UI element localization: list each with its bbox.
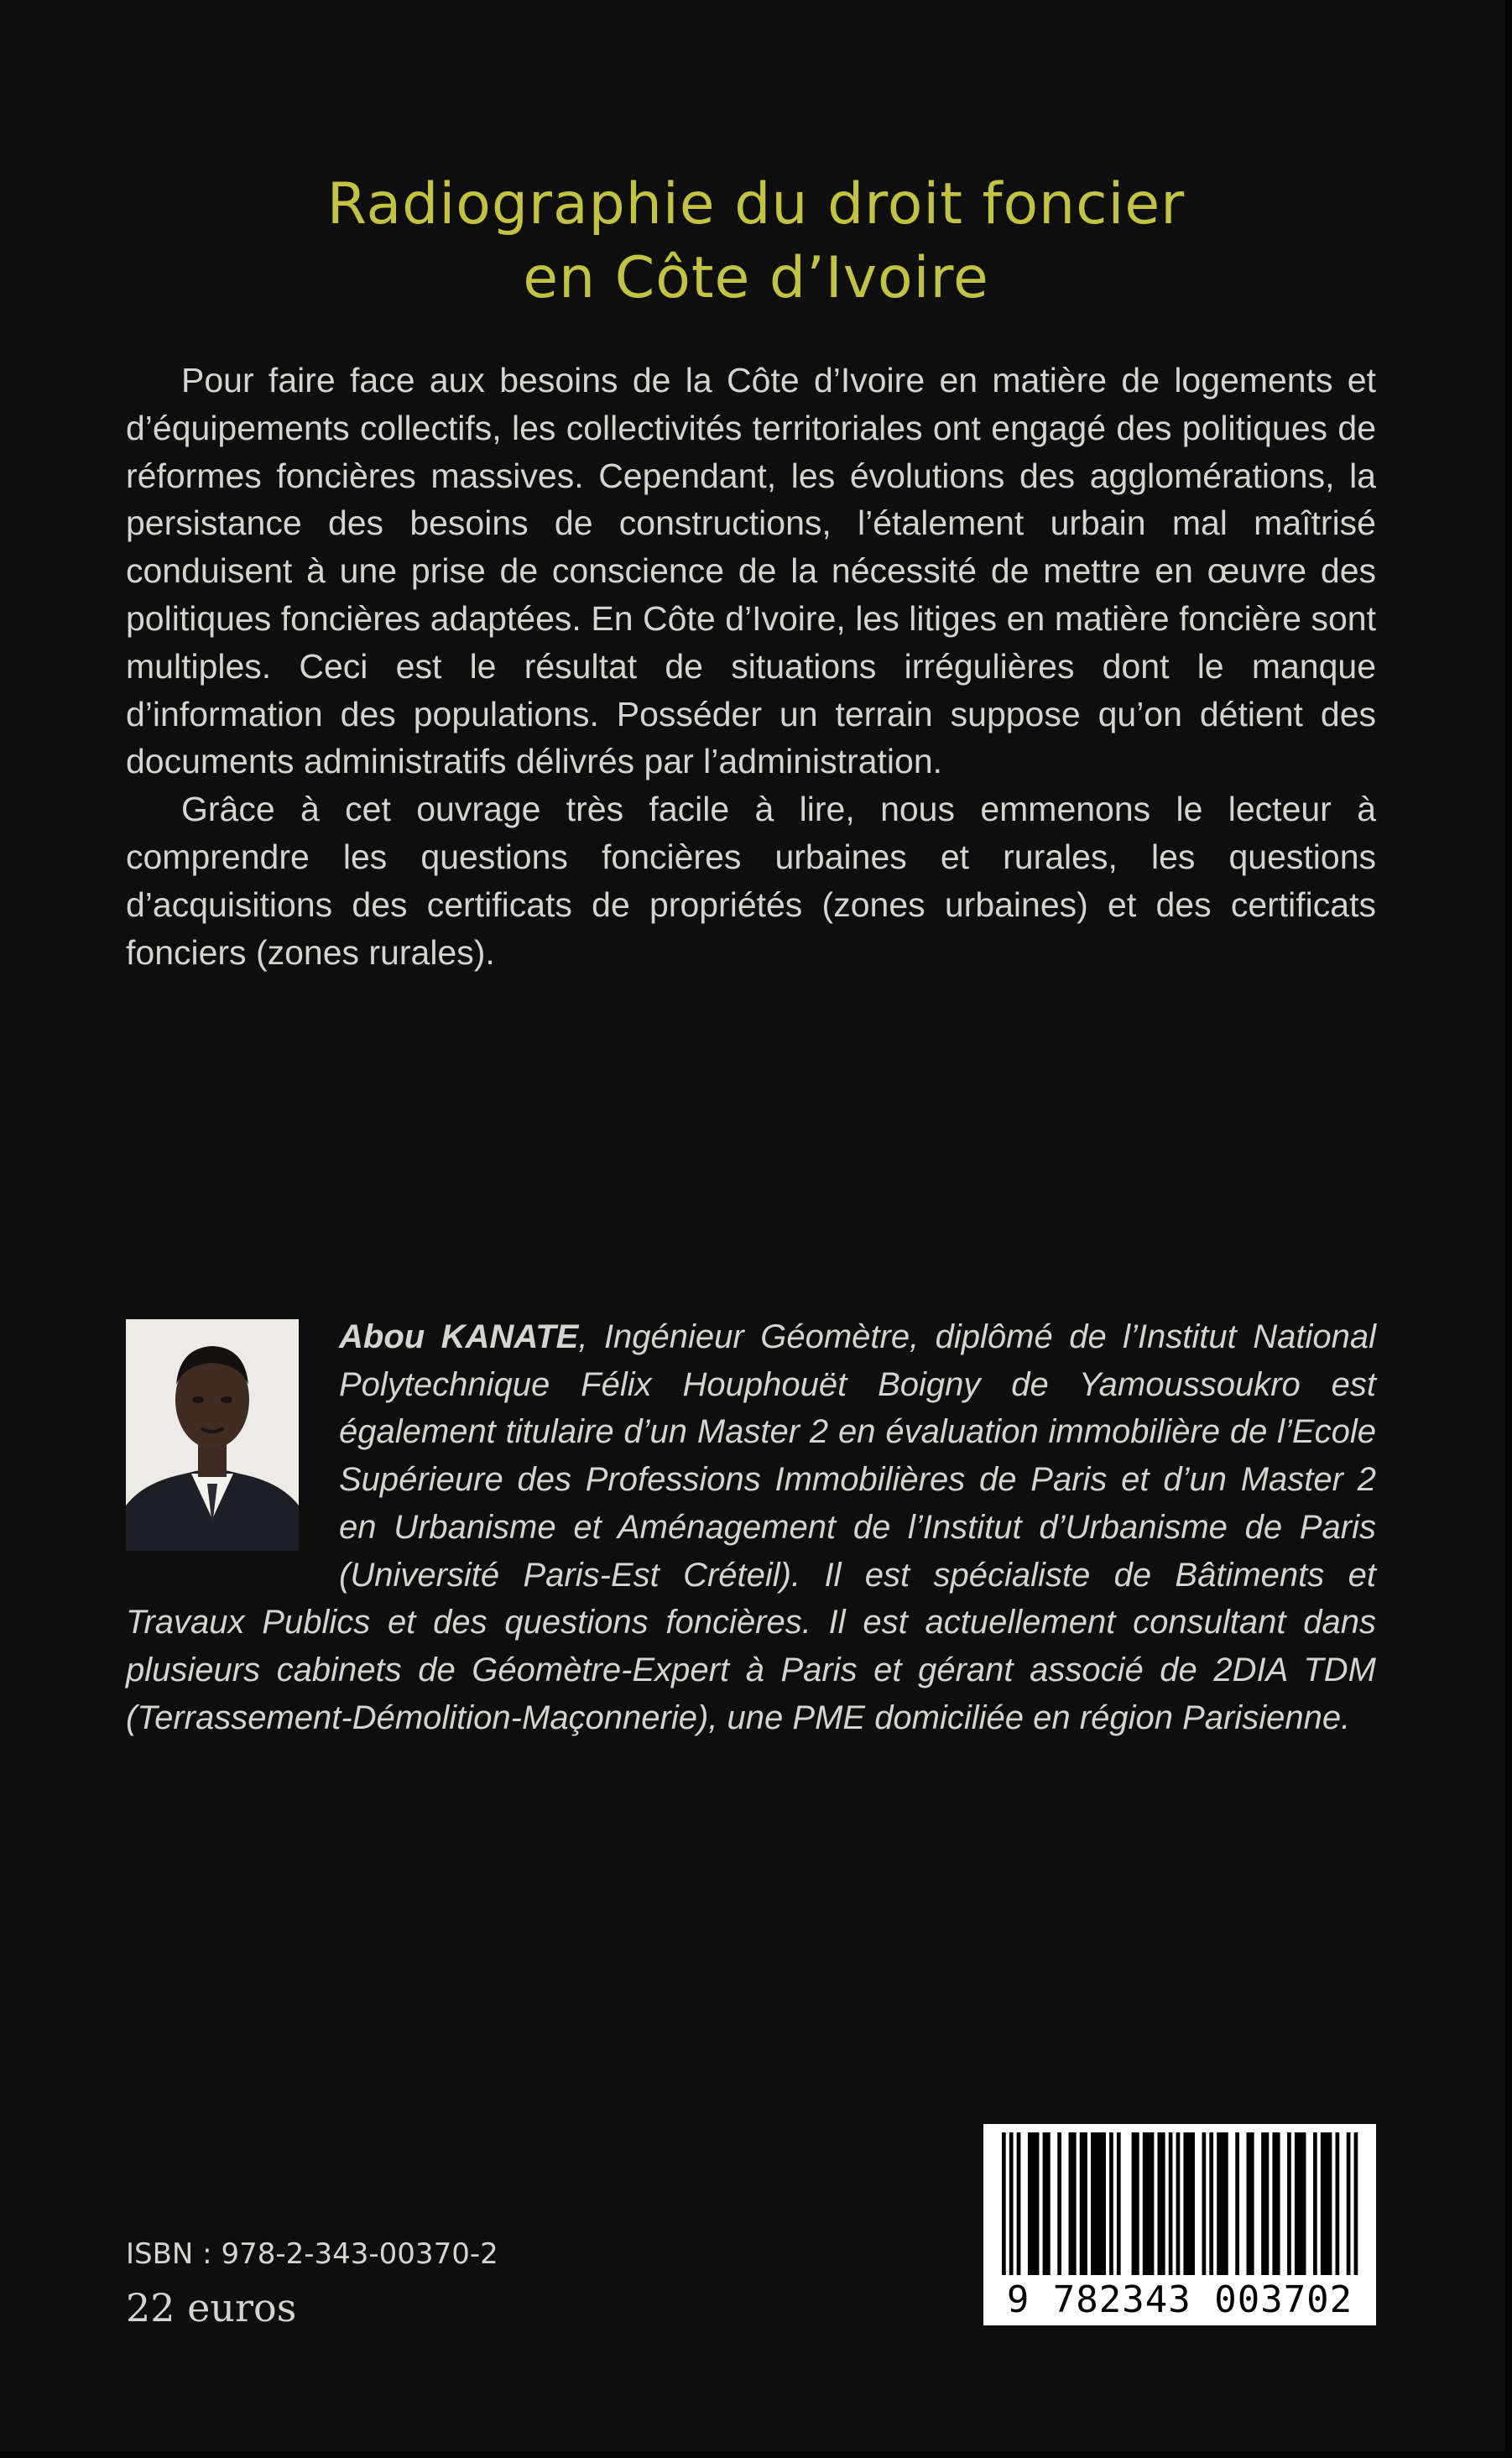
summary-paragraph-2: Grâce à cet ouvrage très facile à lire, nous emmenons le lecteur à comprendre les questions foncières urbaines et rurales, les questions d’acquisitions des certificats de propriétés (zones urbaines) et des certificats fonciers (zones rurales). — [126, 790, 1376, 972]
author-bio-text: , Ingénieur Géomètre, diplômé de l’Institut National Polytechnique Félix Houphouët Boigny de Yamoussoukro est également titulaire d’un Master 2 en évaluation immobilière de l’Ecole Supérieure des Professions Immobilières de Paris et d’un Master 2 en Urbanisme et Aménagement de l’Institut d’Urbanisme de Paris (Université Paris-Est Créteil). Il est spécialiste de Bâtiments et Travaux Publics et des questions foncières. Il est actuellement consultant dans plusieurs cabinets de Géomètre-Expert à Paris et gérant associé de 2DIA TDM (Terrassement-Démolition-Maçonnerie), une PME domiciliée en région Parisienne. — [126, 1318, 1376, 1736]
barcode-bar — [1247, 2132, 1251, 2275]
barcode-bar — [1224, 2132, 1228, 2275]
barcode-bar — [1202, 2132, 1207, 2275]
barcode-bar — [1109, 2132, 1113, 2275]
barcode-bar — [1235, 2132, 1239, 2275]
barcode-bar — [1261, 2132, 1265, 2275]
barcode-bar — [1080, 2132, 1084, 2275]
barcode-bar — [1221, 2132, 1225, 2275]
barcode-bar — [1009, 2132, 1014, 2275]
barcode-bar — [1265, 2132, 1270, 2275]
barcode-digits: 9 782343 003702 — [1006, 2278, 1353, 2321]
barcode-bar — [1046, 2132, 1051, 2275]
barcode-bar — [1117, 2132, 1121, 2275]
barcode-bar — [1336, 2132, 1340, 2275]
barcode-bar — [1169, 2132, 1173, 2275]
barcode-bar — [1298, 2132, 1302, 2275]
barcode-bar — [1217, 2132, 1221, 2275]
barcode-bar — [1031, 2132, 1035, 2275]
barcode-bar — [1043, 2132, 1047, 2275]
barcode-bar — [1324, 2132, 1328, 2275]
barcode-bar — [1302, 2132, 1306, 2275]
title-line-2: en Côte d’Ivoire — [523, 245, 989, 311]
barcode-bar — [1028, 2132, 1032, 2275]
book-summary — [126, 357, 1376, 976]
barcode-bar — [1158, 2132, 1162, 2275]
price: 22 euros — [126, 2285, 297, 2330]
barcode-bar — [1313, 2132, 1317, 2275]
barcode-bar — [1035, 2132, 1040, 2275]
barcode-bar — [1176, 2132, 1181, 2275]
barcode-bar — [1143, 2132, 1147, 2275]
barcode-bar — [1083, 2132, 1087, 2275]
barcode-bar — [1191, 2132, 1195, 2275]
barcode-bar — [1272, 2132, 1276, 2275]
barcode-bar — [1161, 2132, 1165, 2275]
author-bio — [126, 1313, 1376, 1741]
title-line-1: Radiographie du droit foncier — [326, 171, 1186, 237]
barcode-bar — [1146, 2132, 1150, 2275]
barcode-bar — [1150, 2132, 1155, 2275]
barcode-bar — [1132, 2132, 1136, 2275]
barcode-bar — [1250, 2132, 1254, 2275]
barcode-bar — [1098, 2132, 1103, 2275]
author-name: Abou KANATE — [339, 1318, 579, 1355]
barcode-bar — [1321, 2132, 1325, 2275]
barcode-bar — [1354, 2132, 1358, 2275]
barcode-bar — [1183, 2132, 1187, 2275]
barcode-bar — [1072, 2132, 1077, 2275]
barcode-bar — [1328, 2132, 1332, 2275]
barcode-bar — [1287, 2132, 1291, 2275]
summary-paragraph-1: Pour faire face aux besoins de la Côte d’Ivoire en matière de logements et d’équipements collectifs, les collectivités territoriales ont engagé des politiques de réformes foncières massives. Cependant, les évolutions des agglomérations, la persistance des besoins de constructions, l’étalement urbain mal maîtrisé conduisent à une prise de conscience de la nécessité de mettre en œuvre des politiques foncières adaptées. En Côte d’Ivoire, les litiges en matière foncière sont multiples. Ceci est le résultat de situations irrégulières dont le manque d’information des populations. Posséder un terrain suppose qu’on détient des documents administratifs délivrés par l’administration. — [126, 361, 1376, 781]
author-photo — [126, 1319, 299, 1551]
barcode-bar — [1135, 2132, 1139, 2275]
barcode-bar — [1091, 2132, 1095, 2275]
barcode-bar — [1017, 2132, 1021, 2275]
barcode-bar — [1209, 2132, 1213, 2275]
barcode-bar — [1057, 2132, 1061, 2275]
isbn: ISBN : 978-2-343-00370-2 — [126, 2237, 498, 2271]
barcode-bar — [1187, 2132, 1191, 2275]
book-title — [0, 168, 1512, 316]
barcode-bar — [1069, 2132, 1073, 2275]
barcode-bar — [1094, 2132, 1098, 2275]
barcode — [983, 2124, 1376, 2325]
barcode-bar — [1295, 2132, 1299, 2275]
barcode-bar — [1276, 2132, 1280, 2275]
barcode-bar — [1347, 2132, 1351, 2275]
barcode-bar — [1102, 2132, 1106, 2275]
barcode-bar — [1002, 2132, 1006, 2275]
